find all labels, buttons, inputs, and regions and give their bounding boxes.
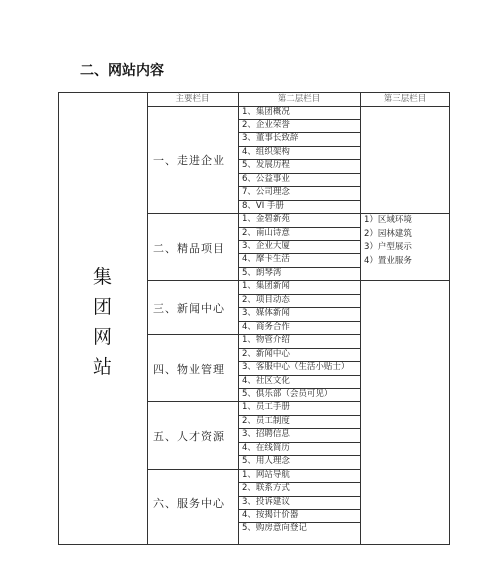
second-level-item: 5、购房意向登记 [242,523,307,534]
second-level-item: 3、客服中心（生活小贴士） [242,362,350,373]
group-title-char: 集 [92,266,112,288]
second-level-item: 2、南山诗意 [242,227,290,238]
group-title-char: 团 [92,296,112,318]
second-level-item: 5、俱乐部（会员可见） [242,388,333,399]
col-divider [147,92,148,545]
category-label: 五、人才资源 [153,430,225,444]
col-divider [360,92,361,545]
group-title-char: 站 [92,356,112,378]
second-level-item: 7、公司理念 [242,187,290,198]
second-level-item: 5、朗琴湾 [242,267,282,278]
second-level-item: 4、商务合作 [242,321,290,332]
second-level-item: 4、社区文化 [242,375,290,386]
second-level-item: 1、集团新闻 [242,281,290,292]
header-col3: 第三层栏目 [383,94,427,104]
second-level-item: 2、员工制度 [242,415,290,426]
second-level-item: 4、按揭计价器 [242,510,299,520]
category-label: 四、物业管理 [153,362,225,376]
third-level-item: 4）置业服务 [364,255,412,266]
second-level-item: 3、媒体新闻 [242,308,290,319]
header-col1: 主要栏目 [175,94,210,104]
second-level-item: 3、招聘信息 [242,429,290,440]
category-label: 二、精品项目 [153,241,225,255]
category-label: 六、服务中心 [153,497,225,511]
second-level-item: 4、组织架构 [242,146,290,157]
third-level-divider [360,280,450,281]
second-level-item: 3、董事长致辞 [242,133,299,144]
second-level-item: 4、摩卡生活 [242,254,290,265]
third-level-item: 1）区域环境 [364,215,412,226]
second-level-item: 5、用人理念 [242,456,290,467]
second-level-item: 4、在线简历 [242,442,290,453]
second-level-item: 2、项目动态 [242,294,290,305]
second-level-item: 2、企业荣誉 [242,119,290,130]
group-title-char: 网 [92,326,112,348]
category-label: 一、走进企业 [153,154,225,168]
second-level-item: 8、VI 手册 [242,200,284,211]
third-level-item: 2）园林建筑 [364,228,412,239]
second-level-item: 5、发展历程 [242,160,290,171]
second-level-item: 1、物管介绍 [242,335,290,346]
third-level-item: 3）户型展示 [364,242,412,253]
category-label: 三、新闻中心 [153,302,225,316]
header-col2: 第二层栏目 [277,94,321,104]
second-level-item: 3、企业大厦 [242,241,290,251]
second-level-item: 1、网站导航 [242,469,290,480]
second-level-item: 1、金碧新苑 [242,214,290,225]
second-level-item: 6、公益事业 [242,173,290,184]
second-level-item: 3、投诉建议 [242,496,290,507]
second-level-item: 2、联系方式 [242,483,290,494]
section-heading: 二、网站内容 [80,63,164,79]
second-level-item: 1、集团概况 [242,106,290,117]
second-level-item: 2、新闻中心 [242,348,290,359]
second-level-item: 1、员工手册 [242,402,290,413]
